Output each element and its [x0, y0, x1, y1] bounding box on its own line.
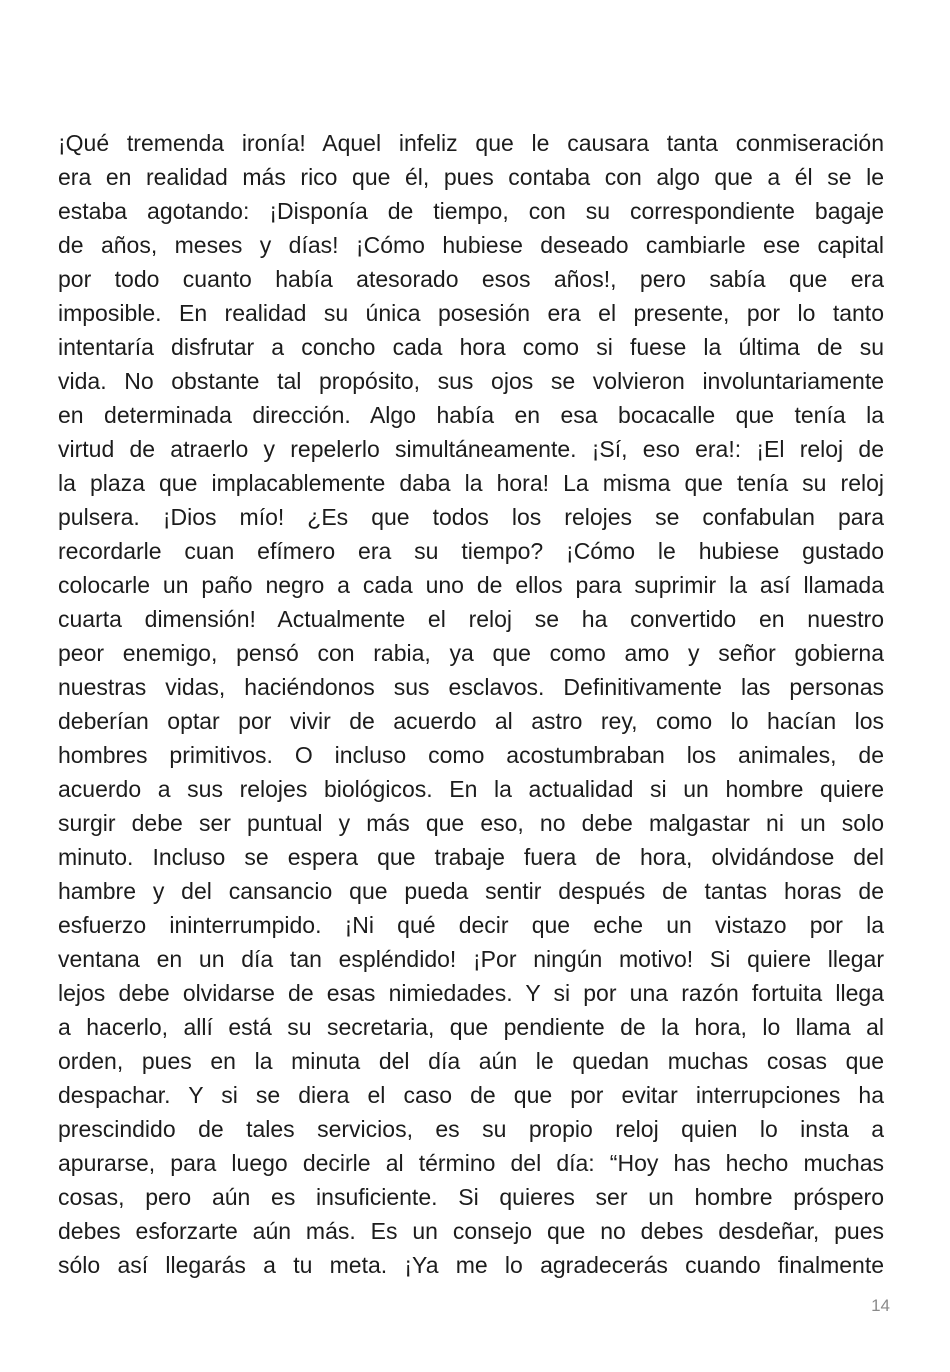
- text-line: ventana en un día tan espléndido! ¡Por ningún motivo! Si quiere llegar: [58, 946, 884, 972]
- text-line: surgir debe ser puntual y más que eso, no debe malgastar ni un solo: [58, 810, 884, 836]
- page-number: 14: [871, 1296, 890, 1315]
- text-line: deberían optar por vivir de acuerdo al astro rey, como lo hacían los: [58, 708, 884, 734]
- text-line: virtud de atraerlo y repelerlo simultáneamente. ¡Sí, eso era!: ¡El reloj de: [58, 436, 884, 462]
- text-line: apurarse, para luego decirle al término del día: “Hoy has hecho muchas: [58, 1150, 884, 1176]
- text-line: despachar. Y si se diera el caso de que por evitar interrupciones ha: [58, 1082, 884, 1108]
- text-line: era en realidad más rico que él, pues contaba con algo que a él se le: [58, 164, 884, 190]
- text-line: por todo cuanto había atesorado esos años!, pero sabía que era: [58, 266, 884, 292]
- text-line: imposible. En realidad su única posesión era el presente, por lo tanto: [58, 300, 884, 326]
- text-line: peor enemigo, pensó con rabia, ya que como amo y señor gobierna: [58, 640, 884, 666]
- text-line: cuarta dimensión! Actualmente el reloj se ha convertido en nuestro: [58, 606, 884, 632]
- text-line: minuto. Incluso se espera que trabaje fuera de hora, olvidándose del: [58, 844, 884, 870]
- text-line: debes esforzarte aún más. Es un consejo que no debes desdeñar, pues: [58, 1218, 884, 1244]
- text-line: ¡Qué tremenda ironía! Aquel infeliz que le causara tanta conmiseración: [58, 130, 884, 156]
- text-line: intentaría disfrutar a concho cada hora como si fuese la última de su: [58, 334, 884, 360]
- text-line: pulsera. ¡Dios mío! ¿Es que todos los relojes se confabulan para: [58, 504, 884, 530]
- text-line: en determinada dirección. Algo había en esa bocacalle que tenía la: [58, 402, 884, 428]
- text-line: recordarle cuan efímero era su tiempo? ¡Cómo le hubiese gustado: [58, 538, 884, 564]
- text-line: prescindido de tales servicios, es su propio reloj quien lo insta a: [58, 1116, 884, 1142]
- text-line: vida. No obstante tal propósito, sus ojos se volvieron involuntariamente: [58, 368, 884, 394]
- text-line: nuestras vidas, haciéndonos sus esclavos. Definitivamente las personas: [58, 674, 884, 700]
- body-paragraph: [58, 126, 884, 1282]
- text-line: acuerdo a sus relojes biológicos. En la actualidad si un hombre quiere: [58, 776, 884, 802]
- text-line: a hacerlo, allí está su secretaria, que pendiente de la hora, lo llama al: [58, 1014, 884, 1040]
- text-line: de años, meses y días! ¡Cómo hubiese deseado cambiarle ese capital: [58, 232, 884, 258]
- text-line: hombres primitivos. O incluso como acostumbraban los animales, de: [58, 742, 884, 768]
- text-line: orden, pues en la minuta del día aún le quedan muchas cosas que: [58, 1048, 884, 1074]
- text-line: colocarle un paño negro a cada uno de ellos para suprimir la así llamada: [58, 572, 884, 598]
- text-line: lejos debe olvidarse de esas nimiedades. Y si por una razón fortuita llega: [58, 980, 884, 1006]
- text-line: cosas, pero aún es insuficiente. Si quieres ser un hombre próspero: [58, 1184, 884, 1210]
- text-line: esfuerzo ininterrumpido. ¡Ni qué decir que eche un vistazo por la: [58, 912, 884, 938]
- text-line: la plaza que implacablemente daba la hora! La misma que tenía su reloj: [58, 470, 884, 496]
- text-line: sólo así llegarás a tu meta. ¡Ya me lo agradecerás cuando finalmente: [58, 1252, 884, 1278]
- text-line: estaba agotando: ¡Disponía de tiempo, con su correspondiente bagaje: [58, 198, 884, 224]
- text-line: hambre y del cansancio que pueda sentir después de tantas horas de: [58, 878, 884, 904]
